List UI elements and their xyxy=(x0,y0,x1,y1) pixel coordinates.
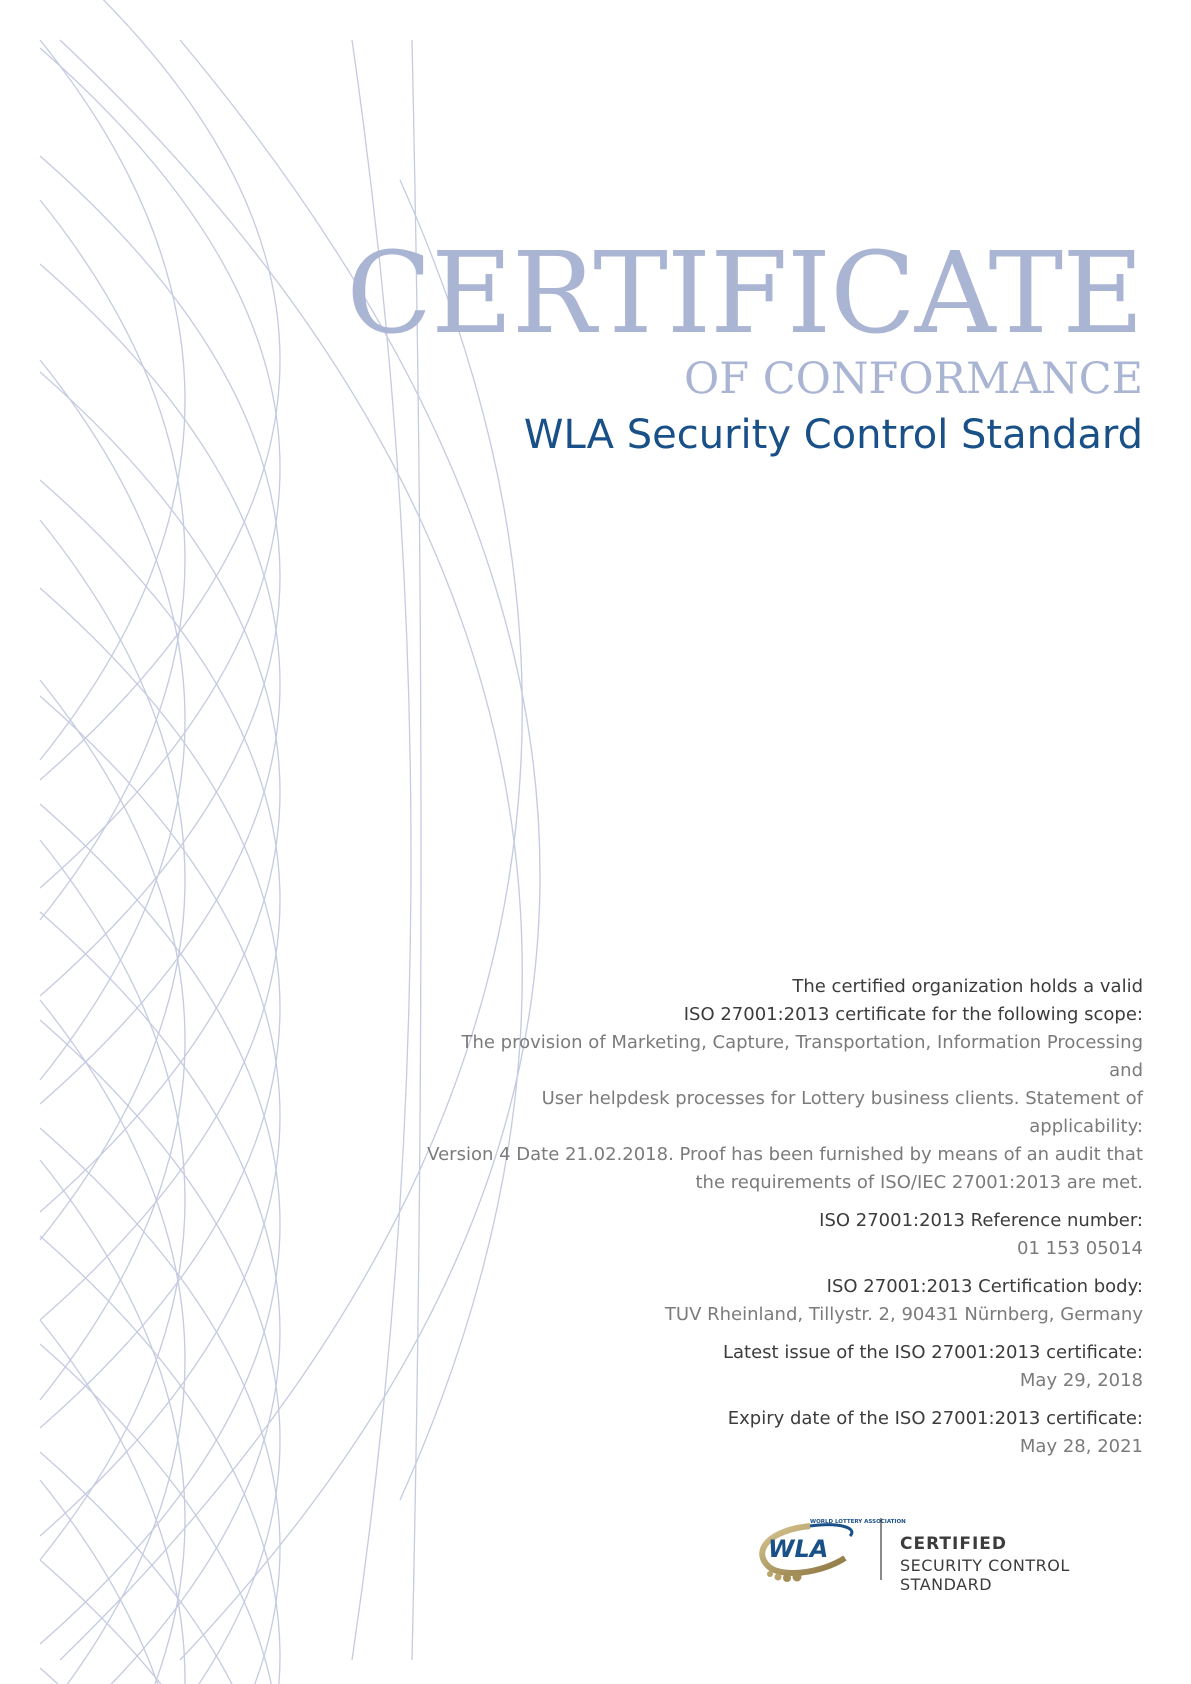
logo-caption xyxy=(900,1534,1150,1594)
scope-line: Version 4 Date 21.02.2018. Proof has been furnished by means of an audit that xyxy=(427,1144,1143,1165)
svg-text:WORLD LOTTERY ASSOCIATION: WORLD LOTTERY ASSOCIATION xyxy=(810,1519,906,1525)
svg-text:WLA: WLA xyxy=(768,1535,829,1563)
decor-arc xyxy=(40,696,280,1536)
decor-arc xyxy=(40,1160,185,1684)
certificate-title: CERTIFICATE xyxy=(346,229,1143,359)
decor-arc xyxy=(40,480,280,1320)
decor-arc xyxy=(40,1236,280,1684)
intro-line: ISO 27001:2013 certificate for the following scope: xyxy=(683,1004,1143,1025)
certification-body-label: ISO 27001:2013 Certification body: xyxy=(826,1276,1143,1297)
decor-arc xyxy=(40,48,280,888)
wla-certified-logo xyxy=(750,1510,1150,1594)
decor-arc xyxy=(40,1480,185,1684)
decor-arc xyxy=(40,1452,280,1684)
reference-value: 01 153 05014 xyxy=(1017,1238,1143,1259)
scope-line: User helpdesk processes for Lottery business clients. Statement of applicability: xyxy=(541,1088,1143,1137)
decor-arc xyxy=(40,840,185,1560)
reference-label: ISO 27001:2013 Reference number: xyxy=(819,1210,1143,1231)
certified-tagline: SECURITY CONTROL STANDARD xyxy=(900,1556,1070,1594)
title-block xyxy=(346,229,1143,458)
certified-label: CERTIFIED xyxy=(900,1534,1007,1554)
decor-arc xyxy=(40,588,280,1428)
certification-body-value: TUV Rheinland, Tillystr. 2, 90431 Nürnberg, Germany xyxy=(664,1304,1143,1325)
wla-emblem-icon xyxy=(750,1510,906,1586)
decor-arc xyxy=(40,520,185,1240)
decor-arc xyxy=(40,372,280,1212)
expiry-date-label: Expiry date of the ISO 27001:2013 certificate: xyxy=(727,1408,1143,1429)
standard-name: WLA Security Control Standard xyxy=(523,412,1143,458)
decor-arc xyxy=(40,1560,280,1684)
decor-arc xyxy=(40,1000,185,1684)
decor-arc xyxy=(40,0,280,780)
scope-line: The provision of Marketing, Capture, Transportation, Information Processing and xyxy=(461,1032,1143,1081)
scope-line: the requirements of ISO/IEC 27001:2013 are met. xyxy=(695,1172,1143,1193)
certificate-details xyxy=(423,973,1143,1461)
intro-line: The certified organization holds a valid xyxy=(792,976,1143,997)
decor-arc xyxy=(40,804,280,1644)
certificate-subtitle: OF CONFORMANCE xyxy=(684,354,1143,404)
decor-arc xyxy=(40,200,185,920)
issue-date-label: Latest issue of the ISO 27001:2013 certificate: xyxy=(722,1342,1143,1363)
expiry-date-value: May 28, 2021 xyxy=(1019,1436,1143,1457)
issue-date-value: May 29, 2018 xyxy=(1019,1370,1143,1391)
decor-arc xyxy=(40,360,185,1080)
decor-arc xyxy=(40,264,280,1104)
